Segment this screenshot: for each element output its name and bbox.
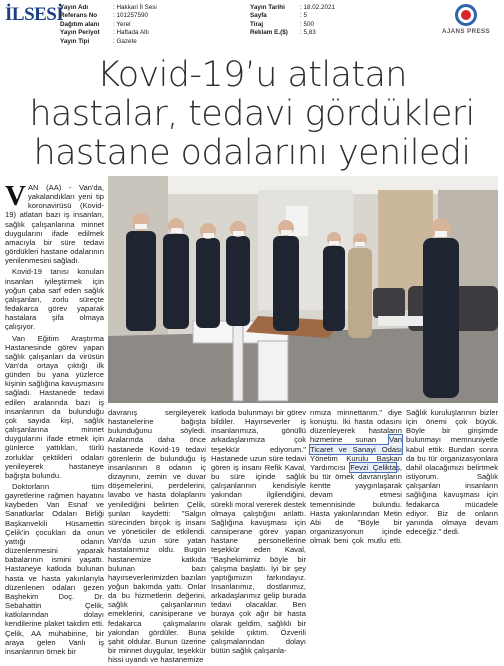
meta-row: Yayın Periyot : Haftada Altı (60, 29, 150, 37)
article-column-3 (211, 408, 306, 657)
meta-row: Dağıtım alanı : Yerel (60, 20, 131, 28)
highlight-org: Van Ticaret ve Sanayi Odası (310, 435, 402, 454)
paragraph: Van Eğitim Araştırma Hastanesinde görev yapan sağlık çalışanları da virüsün Van'da ortaya çıktığı ilk günden bu yana yüzlerce kişinin sağlığına kavuşmasını sağladı. Hastanede tedavi edilen aralarında bazı iş insanlarının da bulunduğu çok sayıda kişi, sağlık çalışanlarına minnet duygularını ifade etmek için günlerce yattıkları, türlü zorluklar çektikleri odaları yenileyerek hastaneye bağışta bulundu. (5, 333, 104, 480)
meta-left-table (60, 4, 157, 46)
agency-name: AJANS PRESS (441, 28, 491, 35)
paragraph: katkıda bulunmayı bir görev bildiler. Hayırseverler iş insanlarımıza, gönüllü arkadaşlarımıza çok teşekkür ediyorum." Hastanede uzun süre tedavi gören iş insanı Refik Kaval, bu süre içinde sağlık çalışanlarının kendisiyle yakından ilgilendiğini, sürekli moral vererek destek olmaya çalıştığını anlattı. Sağlığına kavuşması için cansiperane görev yapan hastane personellerine teşekkür eden Kaval, "Başhekimimiz böyle bir çalışma başlattı. İyi bir şey yaptığımızın farkındayız. İnsanlarımız, dostlarımız, arkadaşlarımız gelip burada tedavi olacaklar. Ben buraya çok ağır bir hasta olarak geldim, sağlıklı bir şekilde çıktım. Özverili çalışmalarından dolayı bütün sağlık çalışanla- (211, 408, 306, 656)
article-column-4 (310, 408, 498, 643)
meta-row: Tiraj : 500 (250, 20, 315, 28)
meta-row: Sayfa : 5 (250, 12, 308, 20)
headline (6, 56, 498, 173)
meta-row: Reklam E.($) : 5,83 (250, 29, 316, 37)
meta-row: Yayın Tarihi : 18.02.2021 (250, 4, 336, 11)
headline-line: hastane odalarını yeniledi (33, 133, 471, 173)
lead-paragraph: VAN (AA) - Van'da, yakalandıkları yeni tip koronavirüsü (Kovid-19) atlatan bazı iş insanları, sağlık çalışanlarına minnet duygularını ifade edilmek amacıyla bir süre tedavi gördükleri hastane odalarının yenilenmesini sağladı. (5, 180, 104, 266)
meta-right-table (250, 4, 335, 38)
highlight-person: Fevzi Çelikta (350, 462, 397, 472)
meta-row: Referans No : 101257590 (60, 12, 149, 20)
paragraph: davranış sergileyerek hastanelerine bağışta bulunduğunu söyledi. Aralarında daha önce hastanede Kovid-19 tedavi görenlerin de bulunduğu iş insanlarının 8 odanın iç dizaynını, zemin ve duvar döşemelerini, perdelerini, lavabo ve hasta dolaplarını yenilediğini belirten Çelik, şunları kaydetti: "Salgın sürecinden birçok iş insanı ve yöneticiler de etkilendi. Van'da uzun süre yatan hastalarımız oldu. Bugün hastanemize katkıda bulunan bazı hayırseverlerimizden bazıları yoğun bakımda yattı. Onlar da bu hizmetlerin değerini, sağlık çalışanlarının emeklerini, canisiperane ve fedakarca çalışmalarını yakından gördüler. Buna şahit oldular. Bunun üzerine bir minnet duygular, teşekkür hissi uyandı ve hastanemize (108, 408, 206, 665)
drop-cap: V (5, 180, 26, 212)
article-column-2 (108, 408, 206, 666)
paragraph: rımıza minnettarım." diye konuştu. İki hasta odasını düzenleyerek hastaların hizmetine sunan Van Ticaret ve Sanayi Odası Yönetim Kurulu Başkan Yardımcısı Fevzi Çeliktaş, bu tür örnek davranışların kentte yaygınlaşarak devam etmesi temennisinde bulundu. Hasta yakınlarından Metin Abi de "Böyle bir organizasyonun içinde olmak beni çok mutlu etti. Sağlık kuruluşlarının bizler için önemi çok büyük. Böyle bir girişimde bulunmayı memnuniyetle kabul ettik. Bundan sonra da bu tür organizasyonlara dahil olacağımızı belirtmek istiyorum. Sağlık çalışanları insanların sağlığına kavuşması için fedakarca mücadele ediyor. Biz de onların yanında olmaya devam edeceğiz." dedi. (310, 408, 498, 546)
headline-line: Kovid-19’u atlatan (97, 55, 407, 95)
article-column-1 (5, 180, 104, 658)
article-photo (108, 176, 498, 403)
headline-line: hastalar, tedavi gördükleri (29, 94, 475, 134)
agency-logo (433, 4, 499, 35)
agency-logo-icon (455, 4, 477, 26)
meta-row: Yayın Adı : Hakkari İl Sesi (60, 4, 157, 11)
publication-logo: İLSESİ (5, 4, 64, 25)
paragraph: Kovid-19 tanısı konulan insanları iyileştirmek için yoğun çaba sarf eden sağlık çalışanları, zorlu süreçte fedakarca görev yaparak hastalara şifa olmaya çalışıyor. (5, 267, 104, 332)
paragraph: Doktorların tüm gayretlerine rağmen hayatını kaybeden Van Esnaf ve Sanatkarlar Odaları Birliği Başkanvekili Hüsamettin Çelik'in çocukları da onun yattığı odanın düzenlenmesini yaparak babalarının ismini yaşattı. Hastaneye katkıda bulunan hasta ve hasta yakınlarıyla düzenlenen odaları gezen Başhekim Doç. Dr. Sebahattin Çelik, katkılarından dolayı kendilerine plaket takdim etti. Çelik, AA muhabirine, bir araya gelen Vanlı iş insanlarının örnek bir (5, 482, 104, 656)
meta-row: Yayın Tipi : Gazete (60, 37, 137, 45)
